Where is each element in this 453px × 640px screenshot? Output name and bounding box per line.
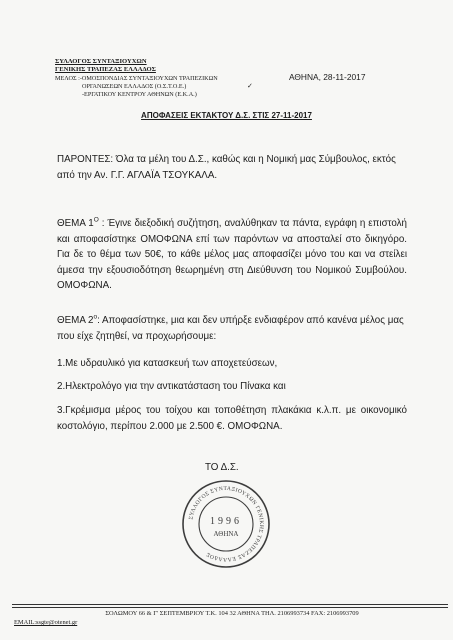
decision-item-1: 1.Με υδραυλικό για κατασκευή των αποχετεύσεων, [57, 358, 278, 369]
document-date: ΑΘΗΝΑ, 28-11-2017 [289, 72, 366, 82]
present-paragraph: ΠΑΡΟΝΤΕΣ: Όλα τα μέλη του Δ.Σ., καθώς και η Νομική μας Σύμβουλος, εκτός από την Αν. Γ.Γ. ΑΓΛΑΪΑ ΤΣΟΥΚΑΛΑ. [57, 154, 396, 181]
footer-address: ΣΟΛΩΜΟΥ 66 & Γ' ΣΕΠΤΕΜΒΡΙΟΥ Τ.Κ. 104 32 ΑΘΗΝΑ ΤΗΛ. 2106993734 FAX: 2106993709 [105, 610, 359, 617]
topic-2-label: ΘΕΜΑ 2 [57, 315, 94, 326]
topic-2-superscript: ο [93, 313, 98, 321]
association-stamp [180, 478, 272, 570]
org-name-line2: ΓΕΝΙΚΗΣ ΤΡΑΠΕΖΑΣ ΕΛΛΑΔΟΣ [55, 66, 156, 74]
signature-line: ΤΟ Δ.Σ. [205, 462, 239, 473]
footer-divider-second [12, 607, 448, 608]
footer-email: EMAIL:ssgte@otenet.gr [14, 619, 78, 626]
tick-mark-icon: ✓ [247, 83, 253, 90]
org-name-line1: ΣΥΛΛΟΓΟΣ ΣΥΝΤΑΞΙΟΥΧΩΝ [55, 58, 147, 65]
stamp-ring-text: ΣΥΛΛΟΓΟΣ ΣΥΝΤΑΞΙΟΥΧΩΝ ΓΕΝΙΚΗΣ ΤΡΑΠΕΖΑΣ ΕΛΛΑΔΟΣ [188, 485, 265, 563]
topic-1-superscript: Ο [93, 216, 99, 224]
member-line1: ΜΕΛΟΣ :-ΟΜΟΣΠΟΝΔΙΑΣ ΣΥΝΤΑΞΙΟΥΧΩΝ ΤΡΑΠΕΖΙΚΩΝ [55, 74, 218, 82]
letterhead [55, 58, 265, 99]
stamp-year: 1996 [210, 516, 242, 527]
stamp-seal-icon [180, 478, 272, 570]
topic-1-text: : Έγινε διεξοδική συζήτηση, αναλύθηκαν τα πάντα, εγράφη η επιστολή και αποφασίστηκε ΟΜΟΦΩΝΑ επί των παρόντων να αποσταλεί στο δικηγόρο. Για δε το θέμα των 50€, το κάθε μέλος μας αποφασίζει μόνο του και να στείλει άμεσα την εξουσιοδότηση θεωρημένη στη Διεύθυνση του Νομικού Συμβούλου. ΟΜΟΦΩΝΑ. [57, 218, 407, 292]
footer [14, 609, 450, 627]
decision-item-3: 3.Γκρέμισμα μέρος του τοίχου και τοποθέτηση πλακάκια κ.λ.π. με οικονομικό κοστολόγιο, περίπου 2.000 με 2.500 €. ΟΜΟΦΩΝΑ. [57, 405, 407, 432]
member-line2: ΟΡΓΑΝΩΣΕΩΝ ΕΛΛΑΔΟΣ (Ο.Σ.Τ.Ο.Ε.) [82, 82, 187, 90]
topic-2-paragraph [57, 313, 407, 344]
footer-divider [12, 604, 448, 605]
topic-1-paragraph [57, 216, 407, 294]
stamp-city: ΑΘΗΝΑ [213, 530, 239, 538]
topic-2-text: : Αποφασίστηκε, μια και δεν υπήρξε ενδιαφέρον από κανένα μέλος μας που είχε ζητηθεί, να προχωρήσουμε: [57, 315, 404, 342]
topic-1-label: ΘΕΜΑ 1 [57, 218, 94, 229]
document-heading: ΑΠΟΦΑΣΕΙΣ ΕΚΤΑΚΤΟΥ Δ.Σ. ΣΤΙΣ 27-11-2017 [141, 111, 312, 120]
member-line3: -ΕΡΓΑΤΙΚΟΥ ΚΕΝΤΡΟΥ ΑΘΗΝΩΝ (Ε.Κ.Α.) [82, 91, 197, 99]
decision-item-2: 2.Ηλεκτρολόγο για την αντικατάσταση του Πίνακα και [57, 381, 286, 392]
